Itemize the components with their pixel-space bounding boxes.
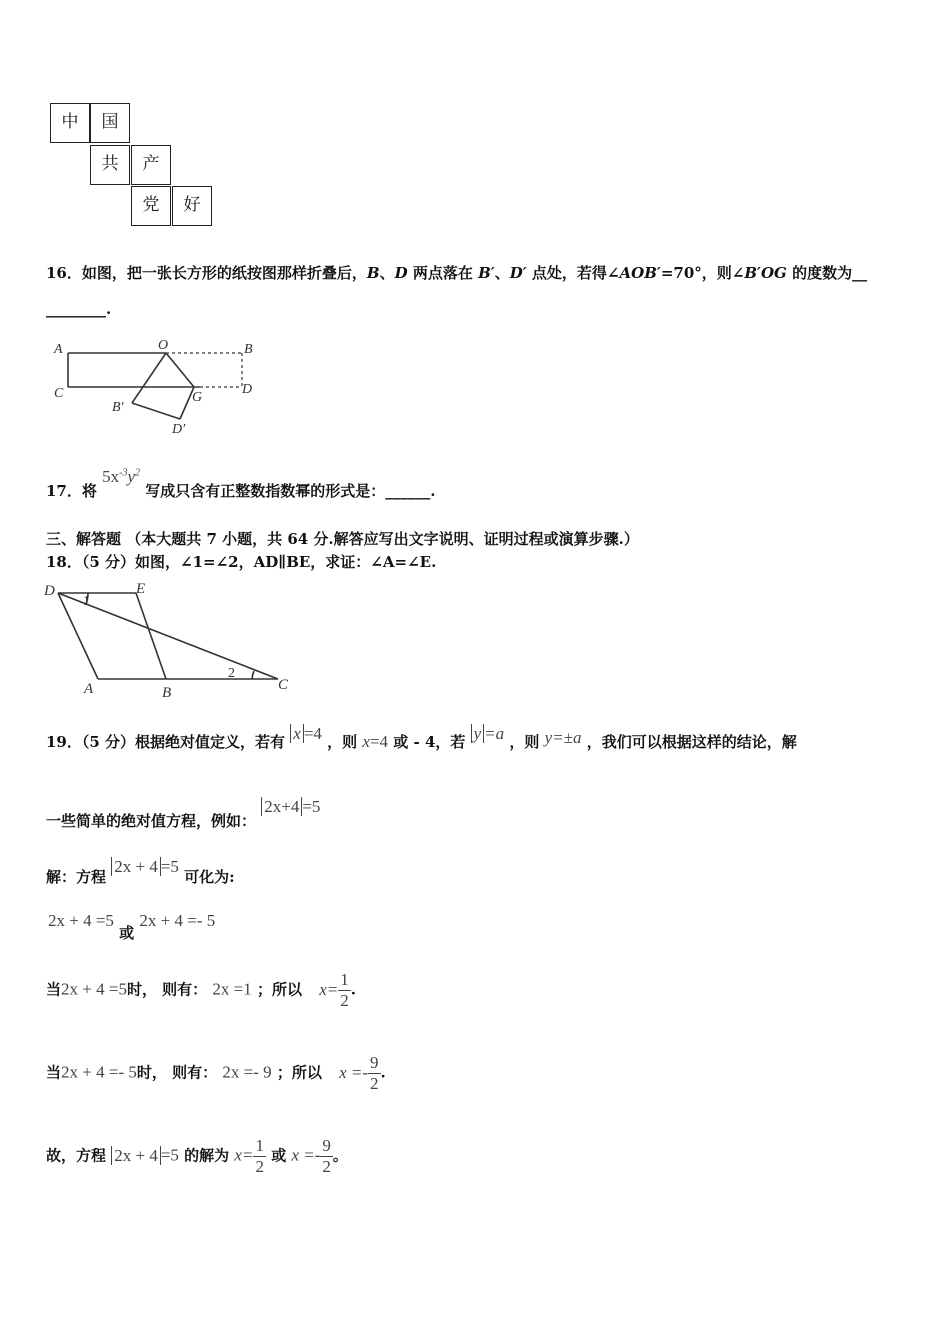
edge-ob [132, 353, 166, 403]
label-e: E [136, 581, 146, 597]
label-c: C [54, 386, 64, 401]
edge-og [166, 353, 194, 387]
label-dp: D′ [172, 422, 186, 437]
q19-line6: 当2x + 4 =- 5时， 则有： 2x =- 9 ；所以 x =- $\frac{9}{2}$ . [46, 1053, 386, 1093]
q19-line7: 故，方程 2x + 4 =5 的解为 x= $\frac{1}{2}$ 或 x =- $\frac{9}{2}$ 。 [46, 1136, 348, 1176]
label-bp: B′ [112, 400, 124, 415]
label-o: O [158, 338, 169, 353]
net-cell: 共 [90, 145, 130, 185]
edge-eb [136, 593, 166, 679]
q18-figure [40, 575, 300, 700]
q19-line4: 2x + 4 =5 或 2x + 4 =- 5 [48, 911, 216, 942]
angle-2-arc [252, 671, 254, 679]
q19-line2: 一些简单的绝对值方程，例如： 2x+4 =5 [46, 797, 321, 830]
q17-text: 17．将 $5x^{-3}y^2$ 写成只含有正整数指数幂的形式是：______. [46, 467, 436, 500]
label-c: C [278, 677, 289, 693]
q19-line1: 19．（5 分）根据绝对值定义，若有 x =4 ，则 x=4 或 - 4，若 y =a ，则 y=±a ，我们可以根据这样的结论，解 [46, 724, 797, 751]
net-cell: 党 [131, 186, 171, 226]
label-a: A [84, 681, 94, 697]
q19-line5: 当2x + 4 =5时， 则有： 2x =1 ；所以 x= $\frac{1}{2}$ . [46, 970, 357, 1010]
net-cell: 中 [50, 103, 90, 143]
label-a: A [54, 342, 63, 357]
label-b: B [162, 685, 172, 700]
q19-line3: 解：方程 2x + 4 =5 可化为: [46, 857, 235, 886]
edge-dc [58, 593, 278, 679]
label-d: D [44, 583, 55, 599]
q16-text: 16．如图，把一张长方形的纸按图那样折叠后，B、D 两点落在 B′、D′ 点处，若得∠AOB′=70°，则∠B′OG 的度数为__ [46, 264, 868, 282]
section-title: 三、解答题 （本大题共 7 小题，共 64 分.解答应写出文字说明、证明过程或演算步骤.） [46, 530, 639, 548]
q18-text: 18．（5 分）如图，∠1=∠2，AD∥BE，求证：∠A=∠E. [46, 553, 437, 571]
label-d: D [242, 382, 253, 397]
label-g: G [192, 390, 203, 405]
net-cell: 国 [90, 103, 130, 143]
label-b: B [244, 342, 253, 357]
edge-bd [132, 403, 180, 419]
net-cell: 好 [172, 186, 212, 226]
q16-figure [40, 335, 280, 440]
label-angle-2: 2 [228, 666, 235, 681]
q16-blank: ________. [46, 300, 112, 318]
q17-expr: $5x^{-3}y^2$ [102, 467, 140, 486]
label-angle-1: 1 [83, 594, 90, 609]
net-cell: 产 [131, 145, 171, 185]
